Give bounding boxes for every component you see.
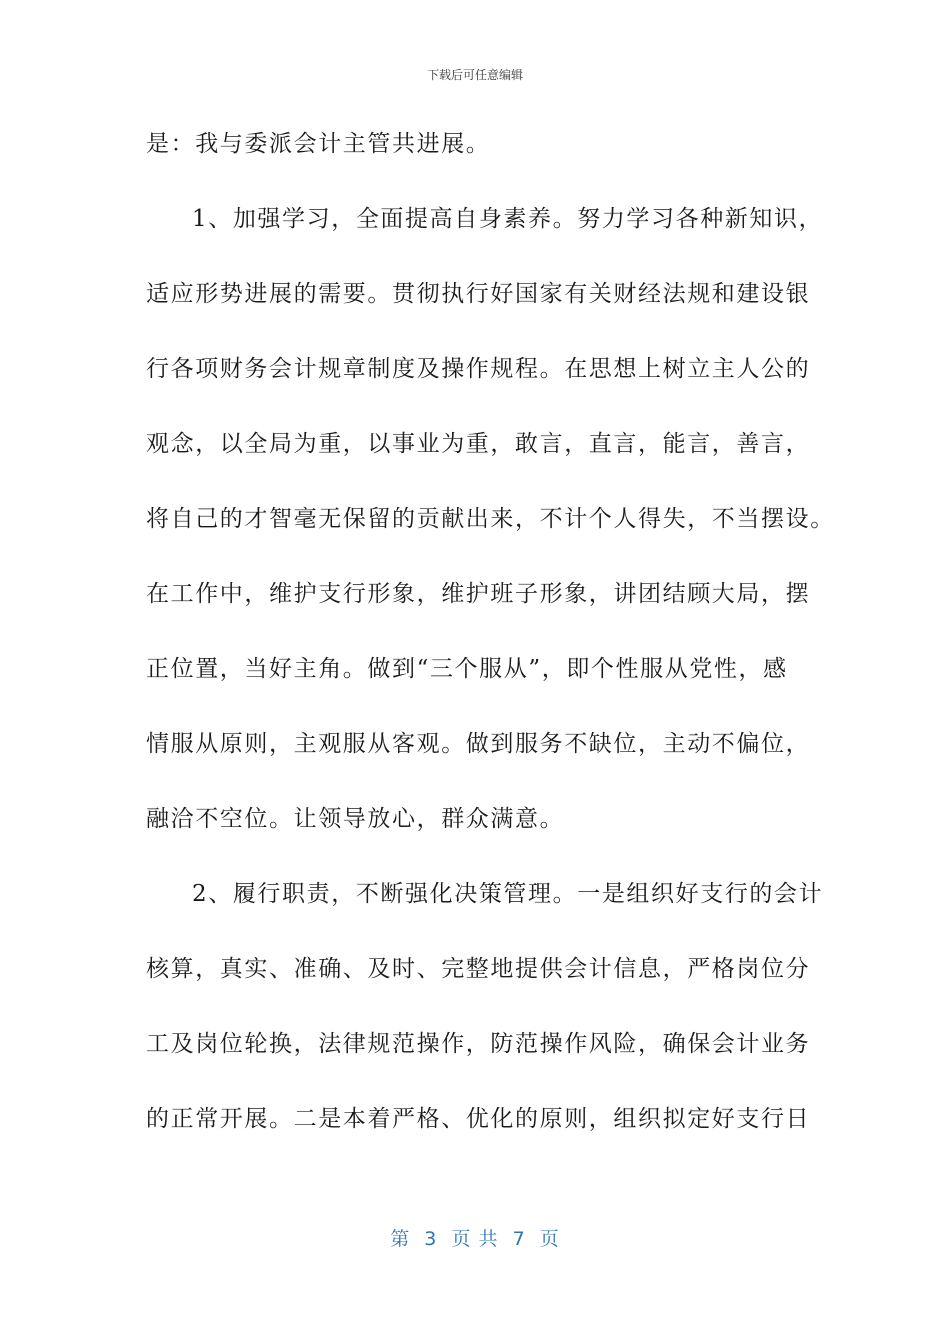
document-body: [146, 118, 835, 1168]
body-line: 是：我与委派会计主管共进展。: [146, 131, 491, 157]
body-line: 核算，真实、准确、及时、完整地提供会计信息，严格岗位分: [146, 956, 811, 982]
body-line: 观念，以全局为重，以事业为重，敢言，直言，能言，善言，: [146, 431, 811, 457]
body-line: 融洽不空位。让领导放心，群众满意。: [146, 806, 565, 832]
body-line: 适应形势进展的需要。贯彻执行好国家有关财经法规和建设银: [146, 281, 811, 307]
body-line: 正位置，当好主角。做到“三个服从”，即个性服从党性，感: [146, 656, 788, 682]
page-number-footer: 第 3 页 共 7 页: [390, 1228, 560, 1250]
body-line: 1、加强学习，全面提高自身素养。努力学习各种新知识，: [192, 206, 824, 232]
body-line: 2、履行职责，不断强化决策管理。一是组织好支行的会计: [192, 881, 824, 907]
body-line: 情服从原则，主观服从客观。做到服务不缺位，主动不偏位，: [146, 731, 811, 757]
body-line: 行各项财务会计规章制度及操作规程。在思想上树立主人公的: [146, 356, 811, 382]
body-line: 的正常开展。二是本着严格、优化的原则，组织拟定好支行日: [146, 1106, 811, 1132]
body-line: 将自己的才智毫无保留的贡献出来，不计个人得失，不当摆设。: [146, 506, 835, 532]
body-line: 在工作中，维护支行形象，维护班子形象，讲团结顾大局，摆: [146, 581, 811, 607]
body-line: 工及岗位轮换，法律规范操作，防范操作风险，确保会计业务: [146, 1031, 811, 1057]
page-header-note: 下载后可任意编辑: [426, 68, 523, 82]
